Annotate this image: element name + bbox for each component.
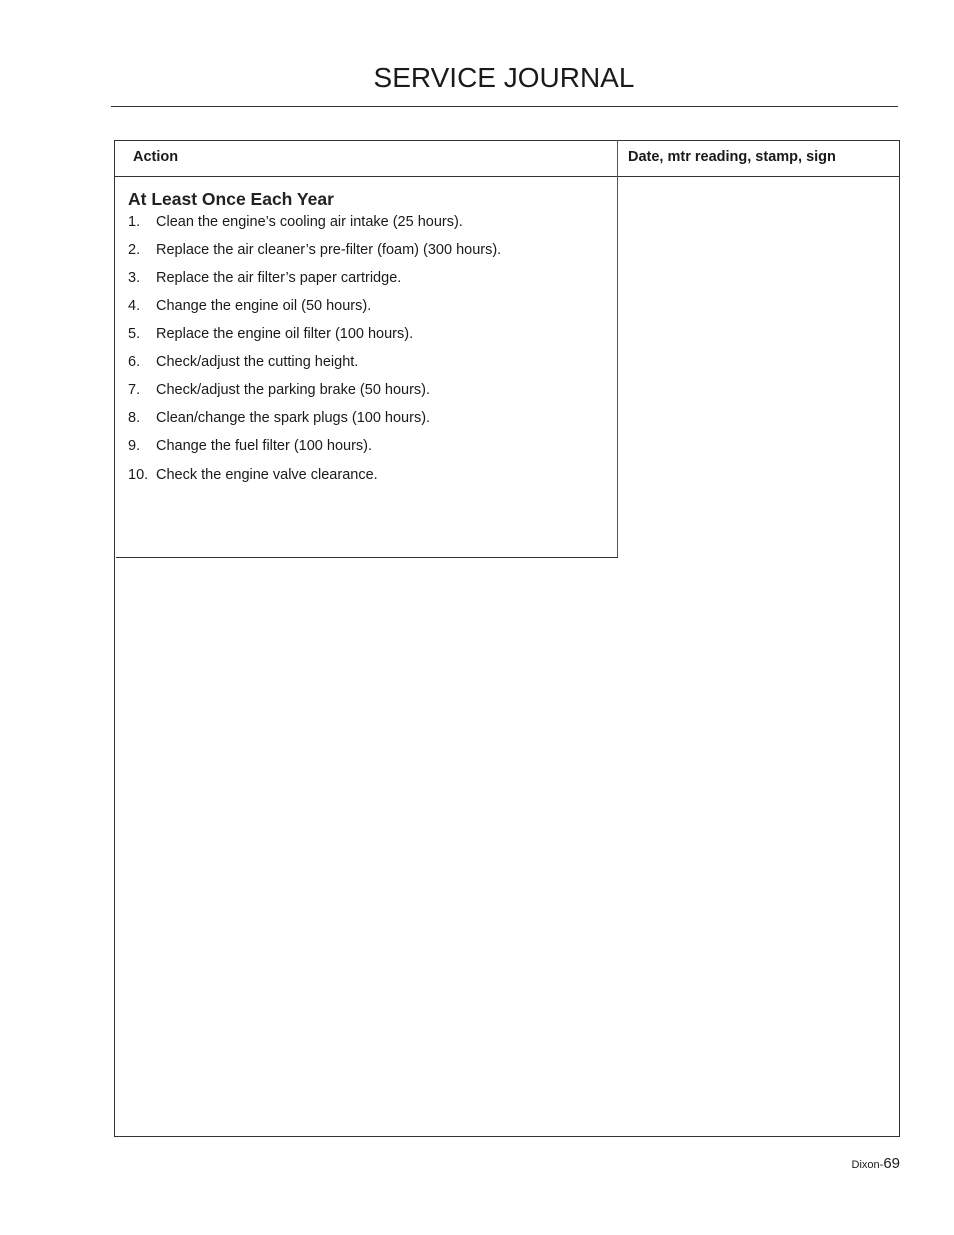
section-divider [116, 557, 618, 558]
item-text: Replace the air cleaner’s pre-filter (foam) (300 hours). [156, 242, 502, 258]
item-text: Replace the engine oil filter (100 hours). [156, 326, 414, 342]
list-item [128, 438, 372, 454]
item-number: 5. [128, 326, 141, 342]
list-item [128, 354, 358, 370]
item-text: Clean the engine’s cooling air intake (25 hours). [156, 214, 463, 230]
item-number: 8. [128, 410, 141, 426]
section-heading: At Least Once Each Year [128, 189, 334, 209]
item-number: 2. [128, 242, 141, 258]
list-item [128, 270, 401, 286]
list-item [128, 242, 501, 258]
item-number: 7. [128, 382, 141, 398]
list-item [128, 214, 463, 230]
page-number: 69 [883, 1155, 900, 1172]
title-rule [111, 106, 898, 107]
item-text: Change the engine oil (50 hours). [156, 298, 372, 314]
page-footer [852, 1155, 900, 1172]
item-text: Change the fuel filter (100 hours). [156, 438, 373, 454]
header-action: Action [133, 149, 179, 165]
item-number: 3. [128, 270, 141, 286]
column-divider [617, 140, 618, 558]
item-text: Replace the air filter’s paper cartridge. [156, 270, 402, 286]
list-item [128, 410, 430, 426]
journal-table [114, 140, 900, 1137]
list-item [128, 382, 430, 398]
item-number: 4. [128, 298, 141, 314]
footer-brand: Dixon- [851, 1159, 884, 1171]
item-text: Check/adjust the parking brake (50 hours). [156, 382, 431, 398]
header-divider [114, 176, 900, 177]
list-item [128, 326, 413, 342]
header-date: Date, mtr reading, stamp, sign [628, 149, 836, 165]
list-item [128, 467, 378, 483]
list-item [128, 298, 371, 314]
item-number: 9. [128, 438, 141, 454]
item-text: Clean/change the spark plugs (100 hours). [156, 410, 431, 426]
item-number: 1. [128, 214, 141, 230]
page-title: SERVICE JOURNAL [373, 62, 635, 93]
item-number: 6. [128, 354, 141, 370]
item-text: Check/adjust the cutting height. [156, 354, 359, 370]
item-text: Check the engine valve clearance. [156, 467, 378, 483]
item-number: 10. [128, 467, 149, 483]
